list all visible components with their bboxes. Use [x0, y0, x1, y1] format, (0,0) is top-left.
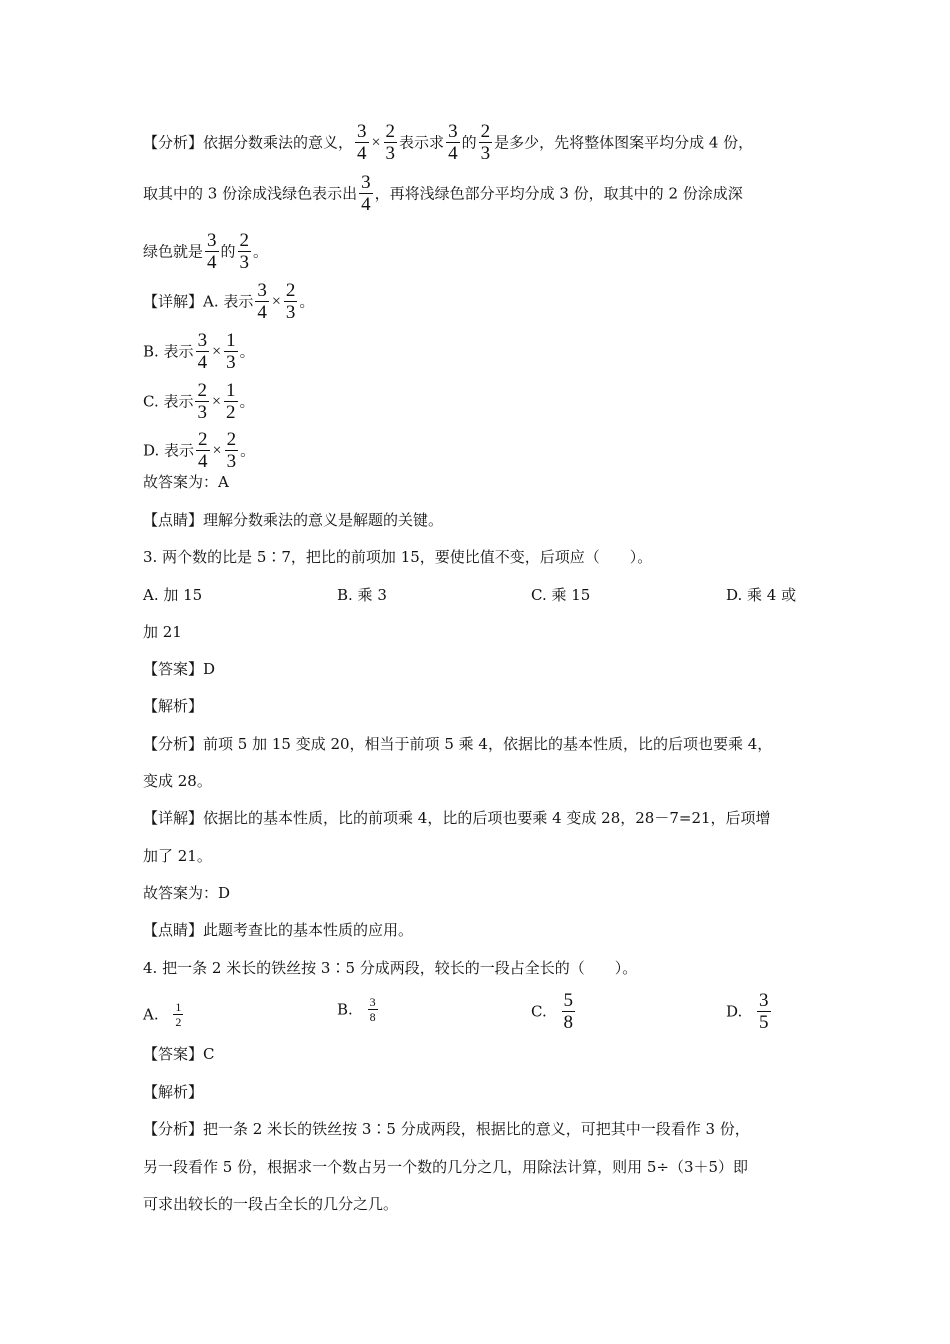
q4-jiexi-heading: 【解析】 [143, 1083, 204, 1101]
fraction: $\frac{3}{8}$ [369, 995, 376, 1024]
fraction: $\frac{2}{4}$ [198, 429, 208, 472]
text: 【分析】依据分数乘法的意义， [143, 133, 354, 152]
q3-option-d: D. 乘 4 或 [726, 586, 797, 604]
q3-option-c: C. 乘 15 [531, 586, 591, 604]
text: C. 表示 [143, 392, 194, 411]
detail-line-b [143, 330, 813, 373]
detail-line-d [143, 429, 813, 472]
question-3: 3. 两个数的比是 5∶7，把比的前项加 15，要使比值不变，后项应（ ）。 [143, 548, 653, 566]
fraction: $\frac{3}{4}$ [357, 121, 367, 164]
fraction: $\frac{2}{3}$ [197, 380, 207, 423]
q4-analysis-line-1: 【分析】把一条 2 米长的铁丝按 3∶5 分成两段，根据比的意义，可把其中一段看作 3 份， [143, 1120, 750, 1138]
fraction: $\frac{1}{2}$ [175, 1000, 182, 1029]
q4-answer: 【答案】C [143, 1045, 215, 1063]
q3-answer: 【答案】D [143, 660, 216, 678]
times-sign: × [271, 292, 281, 310]
q3-detail-line-1: 【详解】依据比的基本性质，比的前项乘 4，比的后项也要乘 4 变成 28，28－7=21，后项增 [143, 809, 771, 827]
key-point: 【点睛】理解分数乘法的意义是解题的关键。 [143, 511, 444, 529]
q3-analysis-line-2: 变成 28。 [143, 772, 212, 790]
text: 取其中的 3 份涂成浅绿色表示出 [143, 184, 358, 203]
text: 。 [239, 342, 255, 361]
q4-option-a: A. $\frac{1}{2}$ [143, 1000, 182, 1029]
fraction: $\frac{5}{8}$ [563, 990, 573, 1033]
fraction: $\frac{2}{3}$ [385, 121, 396, 164]
fraction: $\frac{3}{4}$ [207, 230, 217, 273]
fraction: $\frac{3}{4}$ [448, 121, 458, 164]
fraction: $\frac{3}{4}$ [361, 172, 371, 215]
analysis-line-2 [143, 172, 813, 215]
q3-option-a: A. 加 15 [143, 586, 203, 604]
fraction: $\frac{2}{3}$ [285, 280, 296, 323]
fraction: $\frac{3}{4}$ [197, 330, 208, 373]
text: 是多少，先将整体图案平均分成 4 份， [494, 133, 754, 152]
q4-analysis-line-3: 可求出较长的一段占全长的几分之几。 [143, 1195, 399, 1213]
fraction: $\frac{2}{3}$ [239, 230, 250, 273]
fraction: $\frac{1}{3}$ [226, 330, 236, 373]
analysis-line-1 [143, 121, 813, 164]
q4-analysis-line-2: 另一段看作 5 份，根据求一个数占另一个数的几分之几，用除法计算，则用 5÷（3＋5）即 [143, 1158, 749, 1176]
q3-option-b: B. 乘 3 [337, 586, 387, 604]
q3-final-answer: 故答案为：D [143, 884, 231, 902]
times-sign: × [371, 133, 381, 151]
text: 【详解】A. 表示 [143, 292, 254, 311]
times-sign: × [212, 342, 222, 360]
text: 绿色就是 [143, 242, 204, 261]
detail-line-c [143, 380, 813, 423]
text: 。 [239, 392, 255, 411]
q3-key-point: 【点睛】此题考查比的基本性质的应用。 [143, 921, 414, 939]
fraction: $\frac{3}{5}$ [759, 990, 769, 1033]
q3-jiexi-heading: 【解析】 [143, 697, 204, 715]
fraction: $\frac{3}{4}$ [257, 280, 267, 323]
q4-option-d: D. $\frac{3}{5}$ [726, 990, 769, 1033]
text: B. 表示 [143, 342, 194, 361]
detail-line-a [143, 280, 813, 323]
text: 表示求 [399, 133, 445, 152]
final-answer: 故答案为：A [143, 473, 229, 491]
question-4: 4. 把一条 2 米长的铁丝按 3∶5 分成两段，较长的一段占全长的（ ）。 [143, 959, 638, 977]
text: 。 [240, 441, 256, 460]
q4-option-b: B. $\frac{3}{8}$ [337, 995, 376, 1024]
text: 的 [220, 242, 236, 261]
text: 。 [253, 242, 269, 261]
fraction: $\frac{2}{3}$ [480, 121, 491, 164]
text: D. 表示 [143, 441, 195, 460]
text: ，再将浅绿色部分平均分成 3 份，取其中的 2 份涂成深 [374, 184, 743, 203]
times-sign: × [212, 441, 222, 459]
fraction: $\frac{1}{2}$ [226, 380, 236, 423]
q4-option-c: C. $\frac{5}{8}$ [531, 990, 573, 1033]
text: 的 [461, 133, 477, 152]
q3-option-d-continued: 加 21 [143, 623, 182, 641]
q3-detail-line-2: 加了 21。 [143, 847, 212, 865]
text: 。 [299, 292, 315, 311]
times-sign: × [211, 392, 222, 410]
fraction: $\frac{2}{3}$ [226, 429, 237, 472]
q3-analysis-line-1: 【分析】前项 5 加 15 变成 20，相当于前项 5 乘 4，依据比的基本性质，比的后项也要乘 4， [143, 735, 773, 753]
analysis-line-3 [143, 230, 813, 273]
